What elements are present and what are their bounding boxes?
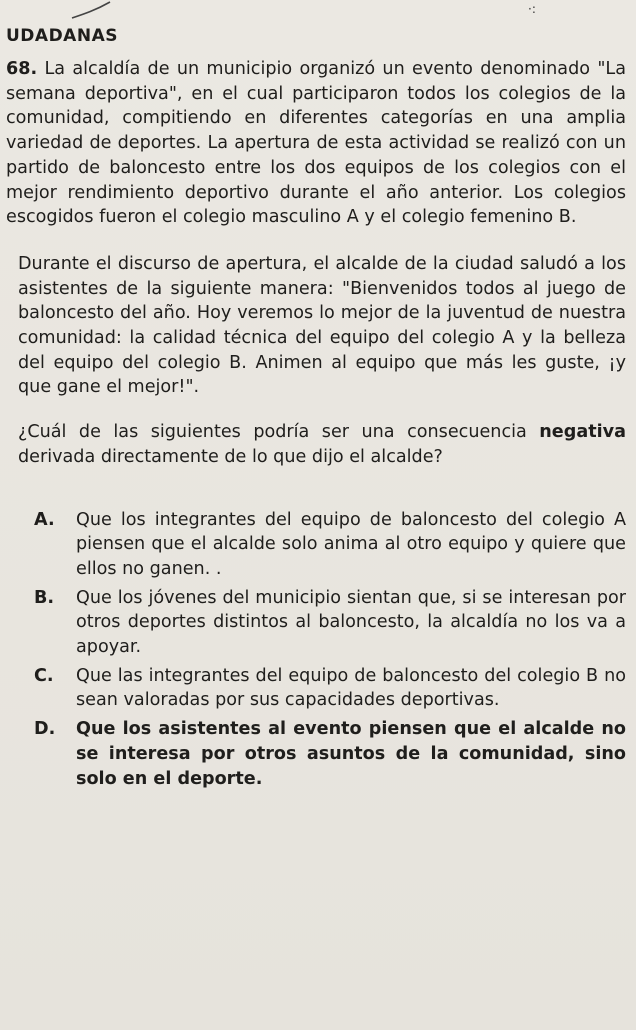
option-a-letter: A. xyxy=(34,509,55,530)
section-title: UDADANAS xyxy=(6,26,118,46)
question-block xyxy=(6,30,627,795)
option-b-text: Que los jóvenes del municipio sientan que, si se interesan por otros deportes distintos al baloncesto, la alcaldía no los va a apoyar. xyxy=(76,587,626,658)
option-d-letter: D. xyxy=(34,719,56,740)
option-c[interactable] xyxy=(18,664,626,713)
option-a-text: Que los integrantes del equipo de baloncesto del colegio A piensen que el alcalde solo anima al otro equipo y quiere que ellos no ganen. . xyxy=(76,509,626,579)
option-d[interactable] xyxy=(18,717,626,791)
prompt-text-before: ¿Cuál de las siguientes podría ser una consecuencia xyxy=(18,422,540,443)
option-a[interactable] xyxy=(18,508,626,582)
prompt-text-after: derivada directamente de lo que dijo el alcalde? xyxy=(18,446,443,467)
option-d-text: Que los asistentes al evento piensen que el alcalde no se interesa por otros asuntos de la comunidad, sino solo en el deporte. xyxy=(76,719,626,789)
option-c-letter: C. xyxy=(34,665,54,686)
question-intro xyxy=(6,57,626,230)
stray-dots: ·: xyxy=(528,2,536,16)
pen-stroke-mark xyxy=(70,0,130,22)
question-intro-text: La alcaldía de un municipio organizó un evento denominado "La semana deportiva", en el cual participaron todos los colegios de la comunidad, compitiendo en diferentes categorías en una amplia variedad de deportes. La apertura de esta actividad se realizó con un partido de baloncesto entre los dos equipos de los colegios con el mejor rendimiento deportivo durante el año anterior. Los colegios escogidos fueron el colegio masculino A y el colegio femenino B. xyxy=(6,59,627,228)
option-b[interactable] xyxy=(18,586,626,660)
question-number: 68. xyxy=(6,59,38,79)
question-prompt xyxy=(18,420,626,469)
option-b-letter: B. xyxy=(34,587,55,608)
option-c-text: Que las integrantes del equipo de baloncesto del colegio B no sean valoradas por sus capacidades deportivas. xyxy=(76,665,626,711)
mayor-speech: Durante el discurso de apertura, el alcalde de la ciudad saludó a los asistentes de la siguiente manera: "Bienvenidos todos al juego de baloncesto del año. Hoy veremos lo mejor de la juventud de nuestra comunidad: la calidad técnica del equipo del colegio A y la belleza del equipo del colegio B. Animen al equipo que más les guste, ¡y que gane el mejor!". xyxy=(18,253,626,398)
prompt-emphasis: negativa xyxy=(539,422,626,443)
